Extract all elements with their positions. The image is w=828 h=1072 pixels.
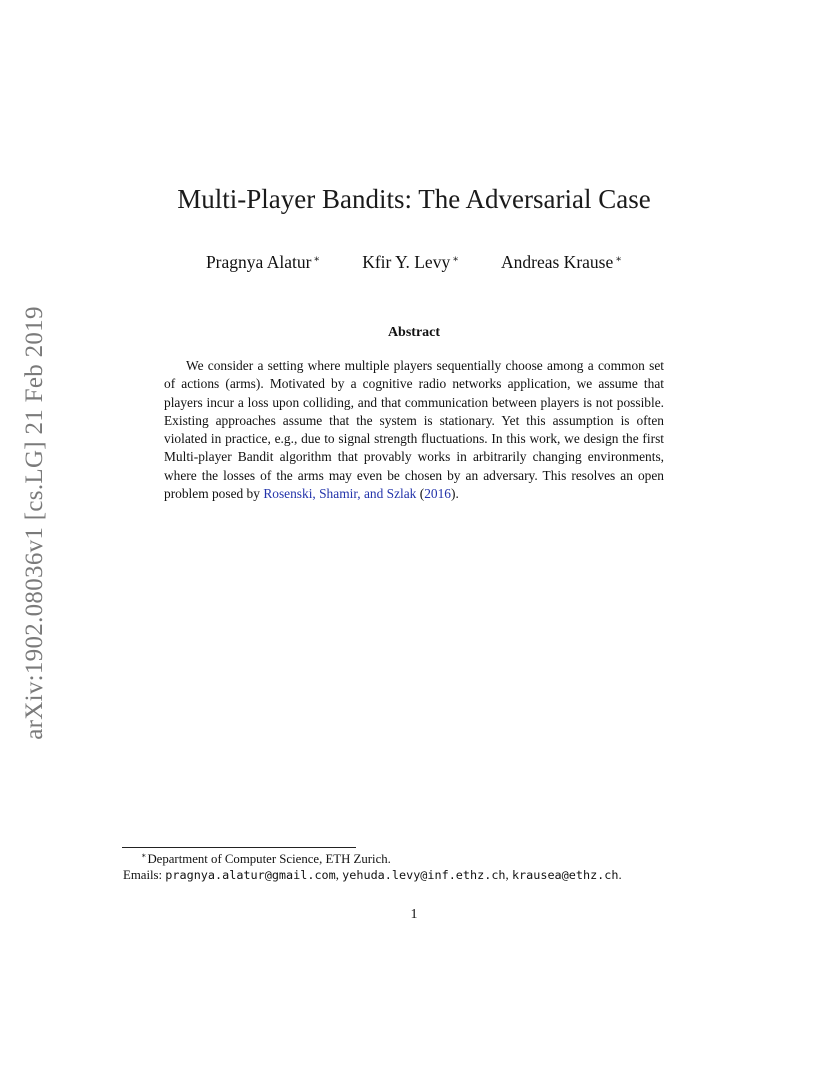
footnote-emails: Emails: pragnya.alatur@gmail.com, yehuda.levy@inf.ethz.ch, krausea@ethz.ch. — [123, 868, 622, 882]
page-number: 1 — [410, 907, 418, 922]
author: Kfir Y. Levy ∗ — [362, 252, 459, 272]
abstract-body: We consider a setting where multiple players sequentially choose among a common set of actions (arms). Motivated by a cognitive radio networks application, we assume that players incur a loss upon colliding, and that communication between players is not possible. Existing approaches assume that the system is stationary. Yet this assumption is often violated in practice, e.g., due to signal strength fluctuations. In this work, we design the first Multi-player Bandit algorithm that provably works in arbitrarily changing environments, where the losses of the arms may even be chosen by an adversary. This resolves an open problem posed by Rosenski, Shamir, and Szlak (2016). — [164, 358, 664, 502]
author: Andreas Krause ∗ — [501, 252, 623, 272]
abstract-text: We consider a setting where multiple players sequentially choose among a common set of actions (arms). Motivated by a cognitive radio networks application, we assume that players incur a loss upon colliding, and that communication between players is not possible. Existing approaches assume that the system is stationary. Yet this assumption is often violated in practice, e.g., due to signal strength fluctuations. In this work, we design the first Multi-player Bandit algorithm that provably works in arbitrarily changing environments, where the losses of the arms may even be chosen by an adversary. This resolves an open problem posed by — [164, 358, 664, 502]
email-address: krausea@ethz.ch — [511, 868, 619, 882]
footnote-mark: ∗ — [141, 851, 147, 860]
footnote-mark: ∗ — [452, 254, 459, 265]
citation-year-link[interactable]: 2016 — [424, 486, 451, 502]
footnote-rule — [122, 847, 356, 848]
footnote-mark: ∗ — [313, 254, 321, 265]
arxiv-id-text: arXiv:1902.08036v1 [cs.LG] 21 Feb 2019 — [21, 306, 49, 740]
paper-title: Multi-Player Bandits: The Adversarial Case — [177, 184, 651, 214]
author: Pragnya Alatur ∗ — [205, 252, 321, 272]
arxiv-stamp — [20, 288, 50, 758]
footnote-mark: ∗ — [615, 254, 623, 265]
email-address: pragnya.alatur@gmail.com — [165, 868, 336, 882]
citation-authors-link[interactable]: Rosenski, Shamir, and Szlak — [263, 486, 417, 502]
abstract-heading: Abstract — [387, 325, 441, 340]
author-list — [0, 252, 828, 273]
footnote-affiliation: ∗Department of Computer Science, ETH Zurich. — [141, 851, 391, 866]
email-address: yehuda.levy@inf.ethz.ch — [342, 868, 506, 882]
